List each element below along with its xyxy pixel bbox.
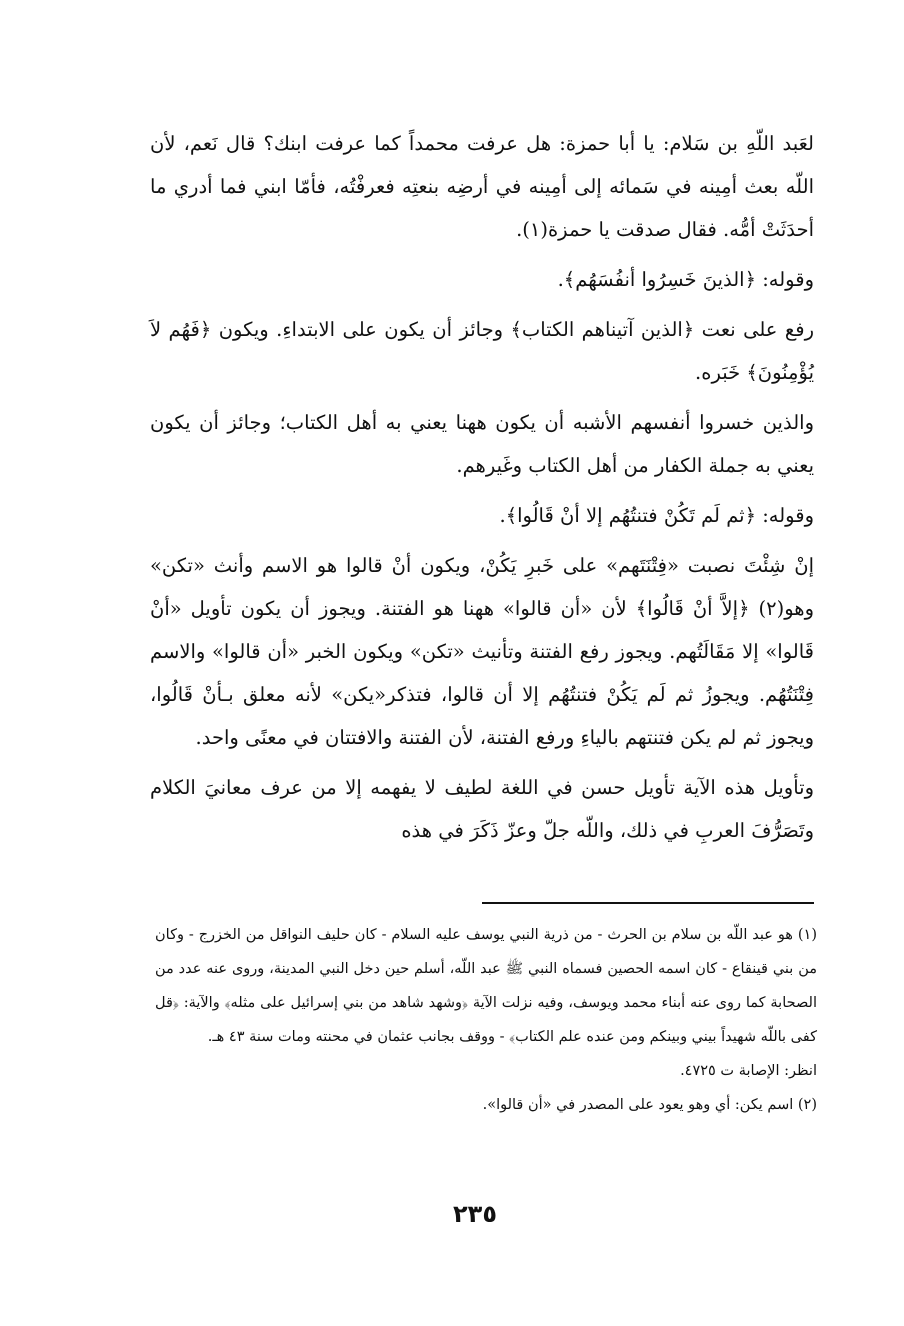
paragraph-3: رفع على نعت ﴿الذين آتيناهم الكتاب﴾ وجائز أن يكون على الابتداءِ. ويكون ﴿فَهُم لاَ يُؤْمِنُونَ﴾ خَبَره. — [150, 318, 814, 384]
footnote-1: (١) هو عبد اللّه بن سلام بن الحرث - من ذرية النبي يوسف عليه السلام - كان حليف النواقل من الخزرج - وكان من بني قينقاع - كان اسمه الحصين فسماه النبي ﷺ عبد اللّه، أسلم حين دخل النبي المدينة، وروى عنه عدد من الصحابة كما روى عنه أبناء محمد ويوسف، وفيه نزلت الآية ﴿وشهد شاهد من بني إسرائيل على مثله﴾ والآية: ﴿قل كفى باللّه شهيداً بيني وبينكم ومن عنده علم الكتاب﴾ - ووقف بجانب عثمان في محنته ومات سنة ٤٣ هـ. — [155, 927, 817, 1045]
paragraph-4: والذين خسروا أنفسهم الأشبه أن يكون ههنا يعني به أهل الكتاب؛ وجائز أن يكون يعني به جملة الكفار من أهل الكتاب وغَيرهم. — [150, 411, 814, 477]
main-text — [150, 122, 814, 852]
footnote-2: (٢) اسم يكن: أي وهو يعود على المصدر في «أن قالوا». — [482, 1097, 817, 1113]
paragraph-2: وقوله: ﴿الذينَ خَسِرُوا أنفُسَهُم﴾. — [557, 268, 814, 291]
paragraph-7: وتأويل هذه الآية تأويل حسن في اللغة لطيف لا يفهمه إلا من عرف معانيَ الكلام وتَصَرُّفَ العربِ في ذلك، واللّه جلّ وعزّ ذَكَرَ في هذه — [150, 776, 814, 842]
paragraph-5: وقوله: ﴿ثم لَم تَكُنْ فتنتُهُم إلا أنْ قَالُوا﴾. — [499, 504, 814, 527]
footnotes — [155, 918, 817, 1122]
footnote-1-reference: انظر: الإصابة ت ٤٧٢٥. — [680, 1063, 817, 1079]
paragraph-1: لعَبد اللّهِ بن سَلام: يا أبا حمزة: هل عرفت محمداً كما عرفت ابنك؟ قال نَعم، لأن اللّه بعث أمِينه في سَمائه إلى أمِينه في أرضِه بنعتِه فعرفْتُه، فأمّا ابني فما أدري ما أحدَثَتْ أمُّه. فقال صدقت يا حمزة(١). — [150, 132, 814, 241]
paragraph-6: إنْ شِئْتَ نصبت «فِتْنَتَهم» على خَبرِ يَكُنْ، ويكون أنْ قالوا هو الاسم وأنث «تكن» وهو(٢) ﴿إلاَّ أنْ قَالُوا﴾ لأن «أن قالوا» ههنا هو الفتنة. ويجوز أن يكون تأويل «أنْ قَالوا» إلا مَقَالَتُهم. ويجوز رفع الفتنة وتأنيث «تكن» ويكون الخبر «أن قالوا» والاسم فِتْنَتُهُم. ويجوزُ ثم لَم يَكُنْ فتنتُهُم إلا أن قالوا، فتذكر«يكن» لأنه معلق بـأنْ قَالُوا، ويجوز ثم لم يكن فتنتهم بالياءِ ورفع الفتنة، لأن الفتنة والافتتان في معنًى واحد. — [150, 554, 814, 749]
footnote-divider — [482, 902, 814, 904]
page-number: ٢٣٥ — [453, 1200, 497, 1228]
